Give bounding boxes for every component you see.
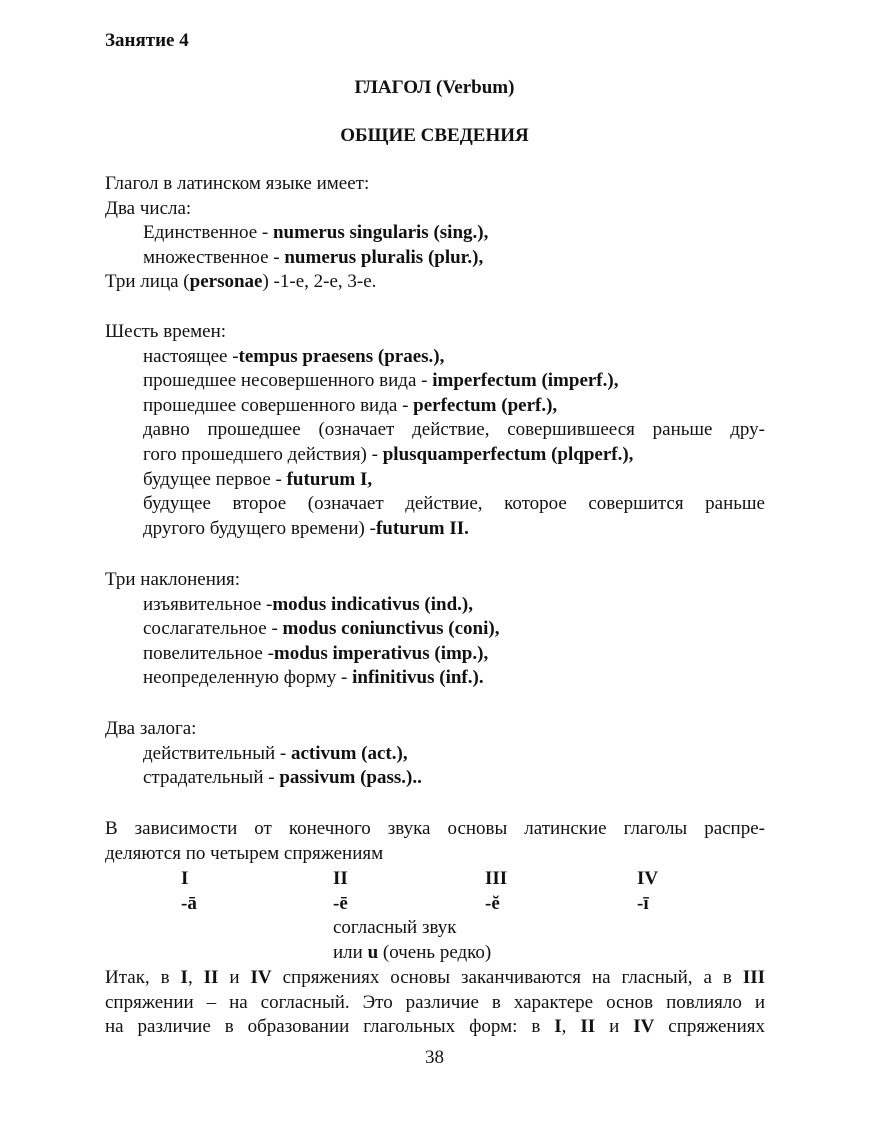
tenses-block	[105, 320, 765, 541]
conjugation-number: I	[181, 868, 189, 889]
conjugation-stem: -ē	[333, 892, 348, 914]
conjugation-line-2: деляются по четырем спряжениям	[105, 842, 384, 864]
number-singular: Единственное - numerus singularis (sing.),	[143, 222, 489, 244]
moods-block	[105, 568, 765, 691]
intro-block	[105, 172, 765, 295]
lesson-heading: Занятие 4	[105, 30, 189, 51]
tense-plusquamperfectum: гого прошедшего действия) - plusquamperfectum (plqperf.),	[143, 443, 634, 465]
conjugation-line-1: В зависимости от конечного звука основы латинские глаголы распре-	[105, 818, 765, 839]
tense-futurum-1: будущее первое - futurum I,	[143, 468, 373, 490]
conclusion-block	[105, 966, 765, 1040]
voices-block	[105, 717, 765, 791]
conjugation-note: согласный звук	[333, 917, 457, 939]
conjugation-table	[0, 867, 869, 967]
mood-indicativus: изъявительное -modus indicativus (ind.),	[143, 593, 473, 615]
voices-heading: Два залога:	[105, 718, 197, 739]
tense-plusquamperfectum-desc: давно прошедшее (означает действие, совершившееся раньше дру-	[143, 419, 765, 441]
conjugation-stem: -ĕ	[485, 892, 500, 914]
conjugation-note: или u (очень редко)	[333, 941, 492, 963]
tense-praesens: настоящее -tempus praesens (praes.),	[143, 345, 445, 367]
page-number: 38	[425, 1047, 444, 1068]
section-title: ОБЩИЕ СВЕДЕНИЯ	[340, 125, 529, 146]
conclusion-line-3: на различие в образовании глагольных форм: в I, II и IV спряжениях	[105, 1016, 766, 1038]
voice-activum: действительный - activum (act.),	[143, 742, 408, 764]
tense-perfectum: прошедшее совершенного вида - perfectum (perf.),	[143, 394, 558, 416]
conjugation-stem: -ī	[637, 892, 649, 914]
conjugation-number: II	[333, 868, 348, 889]
persons-line: Три лица (personae) -1-е, 2-е, 3-е.	[105, 271, 377, 293]
conjugation-stem: -ā	[181, 892, 197, 914]
main-title: ГЛАГОЛ (Verbum)	[354, 77, 515, 98]
mood-imperativus: повелительное -modus imperativus (imp.),	[143, 642, 489, 664]
mood-infinitivus: неопределенную форму - infinitivus (inf.).	[143, 667, 484, 689]
conclusion-line-2: спряжении – на согласный. Это различие в характере основ повлияло и	[105, 991, 765, 1013]
tense-imperfectum: прошедшее несовершенного вида - imperfectum (imperf.),	[143, 370, 619, 392]
conjugation-col-4	[637, 867, 658, 916]
mood-coniunctivus: сослагательное - modus coniunctivus (coni),	[143, 618, 500, 640]
conjugation-col-2	[333, 867, 491, 965]
tenses-heading: Шесть времен:	[105, 321, 227, 342]
conjugation-number: III	[485, 868, 508, 889]
conjugation-intro	[105, 817, 765, 866]
conclusion-line-1: Итак, в I, II и IV спряжениях основы заканчиваются на гласный, а в III	[105, 967, 765, 988]
intro-line: Глагол в латинском языке имеет:	[105, 173, 370, 194]
moods-heading: Три наклонения:	[105, 569, 241, 590]
conjugation-number: IV	[637, 868, 659, 889]
numbers-heading: Два числа:	[105, 197, 192, 219]
conjugation-col-1	[181, 867, 197, 916]
voice-passivum: страдательный - passivum (pass.)..	[143, 767, 422, 789]
conjugation-col-3	[485, 867, 507, 916]
tense-futurum-2: другого будущего времени) -futurum II.	[143, 517, 469, 539]
number-plural: множественное - numerus pluralis (plur.),	[143, 246, 484, 268]
tense-futurum-2-desc: будущее второе (означает действие, которое совершится раньше	[143, 493, 765, 515]
